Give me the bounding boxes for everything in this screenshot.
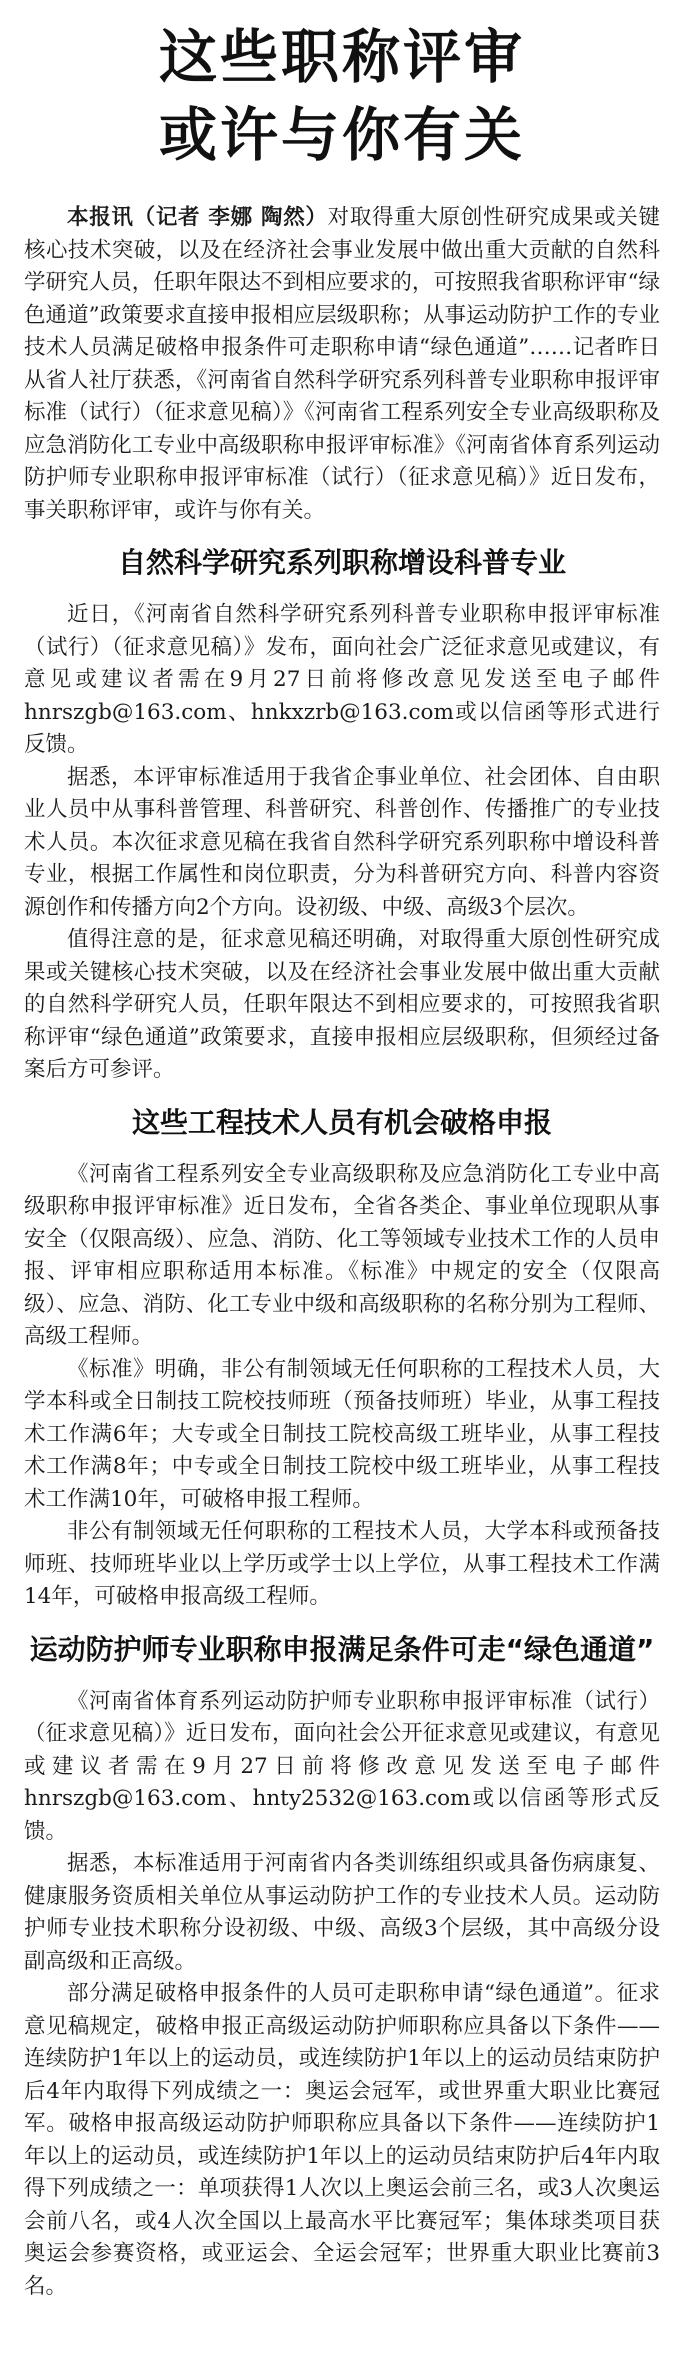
section-heading-sports-protection: 运动防护师专业职称申报满足条件可走“绿色通道” (29, 1632, 655, 1666)
section-heading-engineering: 这些工程技术人员有机会破格申报 (131, 1105, 552, 1139)
headline-line-2: 或许与你有关 (158, 101, 525, 169)
body-paragraph: 非公有制领域无任何职称的工程技术人员，大学本科或预备技师班、技师班毕业以上学历或学士以上学位，从事工程技术工作满14年，可破格申报高级工程师。 (24, 1519, 660, 1609)
byline: 本报讯（记者 李娜 陶然） (67, 205, 328, 230)
body-paragraph: 值得注意的是，征求意见稿还明确，对取得重大原创性研究成果或关键核心技术突破，以及在经济社会事业发展中做出重大贡献的自然科学研究人员，任职年限达不到相应要求的，可按照我省职称评审“绿色通道”政策要求，直接申报相应层级职称，但须经过备案后方可参评。 (24, 927, 660, 1082)
body-paragraph: 《河南省体育系列运动防护师专业职称申报评审标准（试行）（征求意见稿）》近日发布，面向社会公开征求意见或建议，有意见或建议者需在9月27日前将修改意见发送至电子邮件hnrszgb@163.com、hnty2532@163.com或以信函等形式反馈。 (24, 1688, 660, 1844)
body-paragraph: 部分满足破格申报条件的人员可走职称申请“绿色通道”。征求意见稿规定，破格申报正高级运动防护师职称应具备以下条件——连续防护1年以上的运动员，或连续防护1年以上的运动员结束防护后4年内取得下列成绩之一：奥运会冠军，或世界重大职业比赛冠军。破格申报高级运动防护师职称应具备以下条件——连续防护1年以上的运动员，或连续防护1年以上的运动员结束防护后4年内取得下列成绩之一：单项获得1人次以上奥运会前三名，或3人次奥运会前八名，或4人次全国以上最高水平比赛冠军；集体球类项目获奥运会参赛资格，或亚运会、全运会冠军；世界重大职业比赛前3名。 (24, 1981, 660, 2299)
article-headline (24, 18, 660, 174)
body-paragraph: 《河南省工程系列安全专业高级职称及应急消防化工专业中高级职称申报评审标准》近日发布，全省各类企、事业单位现职从事安全（仅限高级）、应急、消防、化工等领域专业技术工作的人员申报、评审相应职称适用本标准。《标准》中规定的安全（仅限高级）、应急、消防、化工专业中级和高级职称的名称分别为工程师、高级工程师。 (24, 1161, 660, 1349)
body-paragraph: 《标准》明确，非公有制领域无任何职称的工程技术人员，大学本科或全日制技工院校技师班（预备技师班）毕业，从事工程技术工作满6年；大专或全日制技工院校高级工班毕业，从事工程技术工作满8年；中专或全日制技工院校中级工班毕业，从事工程技术工作满10年，可破格申报工程师。 (24, 1356, 660, 1512)
headline-line-1: 这些职称评审 (158, 23, 525, 91)
lead-paragraph (24, 202, 660, 527)
section-heading-science: 自然科学研究系列职称增设科普专业 (117, 546, 566, 579)
body-paragraph: 近日，《河南省自然科学研究系列科普专业职称申报评审标准（试行）（征求意见稿）》发布，面向社会广泛征求意见或建议，有意见或建议者需在9月27日前将修改意见发送至电子邮件hnrszgb@163.com、hnkxzrb@163.com或以信函等形式进行反馈。 (24, 602, 660, 757)
lead-text: 对取得重大原创性研究成果或关键核心技术突破，以及在经济社会事业发展中做出重大贡献的自然科学研究人员，任职年限达不到相应要求的，可按照我省职称评审“绿色通道”政策要求直接申报相应层级职称；从事运动防护工作的专业技术人员满足破格申报条件可走职称申请“绿色通道”……记者昨日从省人社厅获悉，《河南省自然科学研究系列科普专业职称申报评审标准（试行）（征求意见稿）》《河南省工程系列安全专业高级职称及应急消防化工专业中高级职称申报评审标准》《河南省体育系列运动防护师专业职称申报评审标准（试行）（征求意见稿）》近日发布，事关职称评审，或许与你有关。 (24, 205, 660, 523)
body-paragraph: 据悉，本评审标准适用于我省企事业单位、社会团体、自由职业人员中从事科普管理、科普研究、科普创作、传播推广的专业技术人员。本次征求意见稿在我省自然科学研究系列职称中增设科普专业，根据工作属性和岗位职责，分为科普研究方向、科普内容资源创作和传播方向2个方向。设初级、中级、高级3个层次。 (24, 764, 660, 920)
body-paragraph: 据悉，本标准适用于河南省内各类训练组织或具备伤病康复、健康服务资质相关单位从事运动防护工作的专业技术人员。运动防护师专业技术职称分设初级、中级、高级3个层级，其中高级分设副高级和正高级。 (24, 1851, 660, 1974)
